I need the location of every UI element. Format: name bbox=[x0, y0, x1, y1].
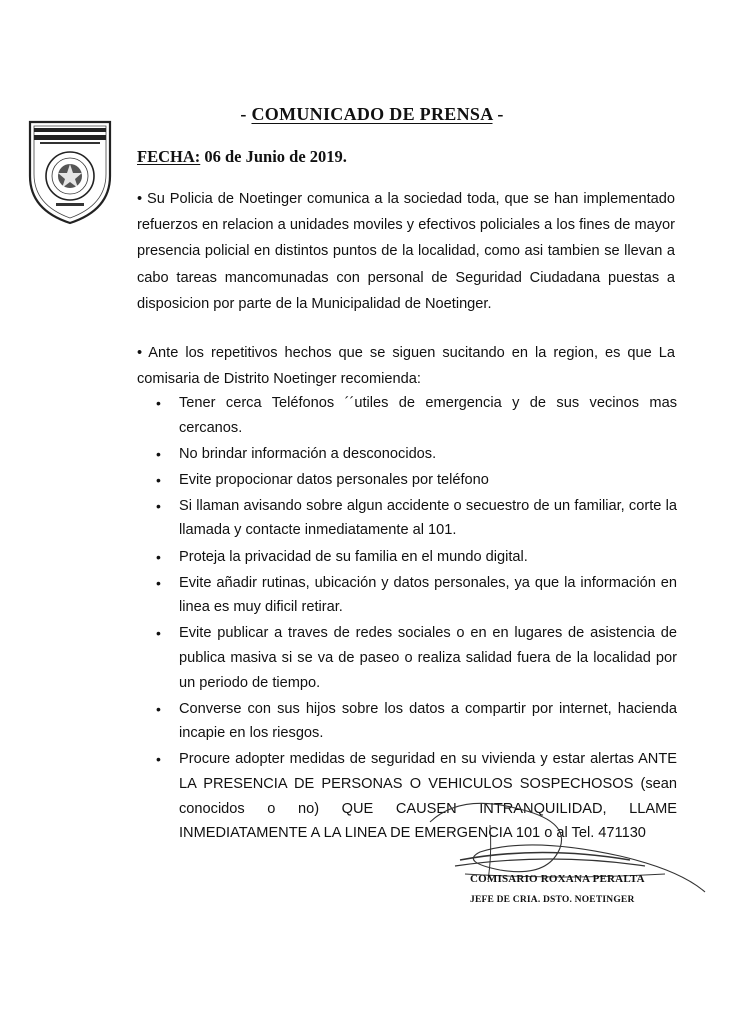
title-dash-right: - bbox=[497, 104, 504, 124]
list-item: • Evite publicar a traves de redes sociales o en en lugares de asistencia de publica masiva si se va de paseo o realiza salidad fuera de la localidad por un periodo de tiempo. bbox=[137, 621, 677, 695]
recommendations-list bbox=[137, 391, 677, 847]
police-shield-icon bbox=[26, 118, 114, 226]
list-item: • Procure adopter medidas de seguridad en su vivienda y estar alertas ANTE LA PRESENCIA DE PERSONAS O VEHICULOS SOSPECHOSOS (sean conocidos o no) QUE CAUSEN INTRANQUILIDAD, LLAME INMEDIATAMENTE A LA LINEA DE EMERGENCIA 101 o al Tel. 471130 bbox=[137, 747, 677, 845]
list-item: • Si llaman avisando sobre algun accidente o secuestro de un familiar, corte la llamada y contacte inmediatamente al 101. bbox=[137, 494, 677, 543]
list-item: • Proteja la privacidad de su familia en el mundo digital. bbox=[137, 545, 677, 570]
list-item: • Evite propocionar datos personales por teléfono bbox=[137, 468, 677, 493]
paragraph-recommendations-intro: • Ante los repetitivos hechos que se siguen sucitando en la region, es que La comisaria de Distrito Noetinger recomienda: bbox=[137, 345, 675, 388]
date-label: FECHA: bbox=[137, 147, 201, 166]
title-text: COMUNICADO DE PRENSA bbox=[251, 104, 493, 124]
list-item: • Evite añadir rutinas, ubicación y datos personales, ya que la información en linea es muy dificil retirar. bbox=[137, 571, 677, 620]
date-line bbox=[137, 147, 347, 167]
title-dash-left: - bbox=[240, 104, 247, 124]
list-item: • Tener cerca Teléfonos ´´utiles de emergencia y de sus vecinos mas cercanos. bbox=[137, 391, 677, 440]
list-item: • Converse con sus hijos sobre los datos a compartir por internet, hacienda incapie en los riesgos. bbox=[137, 697, 677, 746]
date-value: 06 de Junio de 2019. bbox=[204, 147, 347, 166]
list-item: • No brindar información a desconocidos. bbox=[137, 442, 677, 467]
signature-name: COMISARIO ROXANA PERALTA bbox=[470, 873, 645, 885]
page-title bbox=[0, 104, 744, 125]
signature-role: JEFE DE CRIA. DSTO. NOETINGER bbox=[470, 895, 635, 905]
paragraph-intro: • Su Policia de Noetinger comunica a la sociedad toda, que se han implementado refuerzos en relacion a unidades moviles y efectivos policiales a los fines de mayor presencia policial en distintos puntos de la localidad, como asi tambien se llevan a cabo tareas mancomunadas con personal de Seguridad Ciudadana puestas a disposicion por parte de la Municipalidad de Noetinger. bbox=[137, 191, 675, 312]
